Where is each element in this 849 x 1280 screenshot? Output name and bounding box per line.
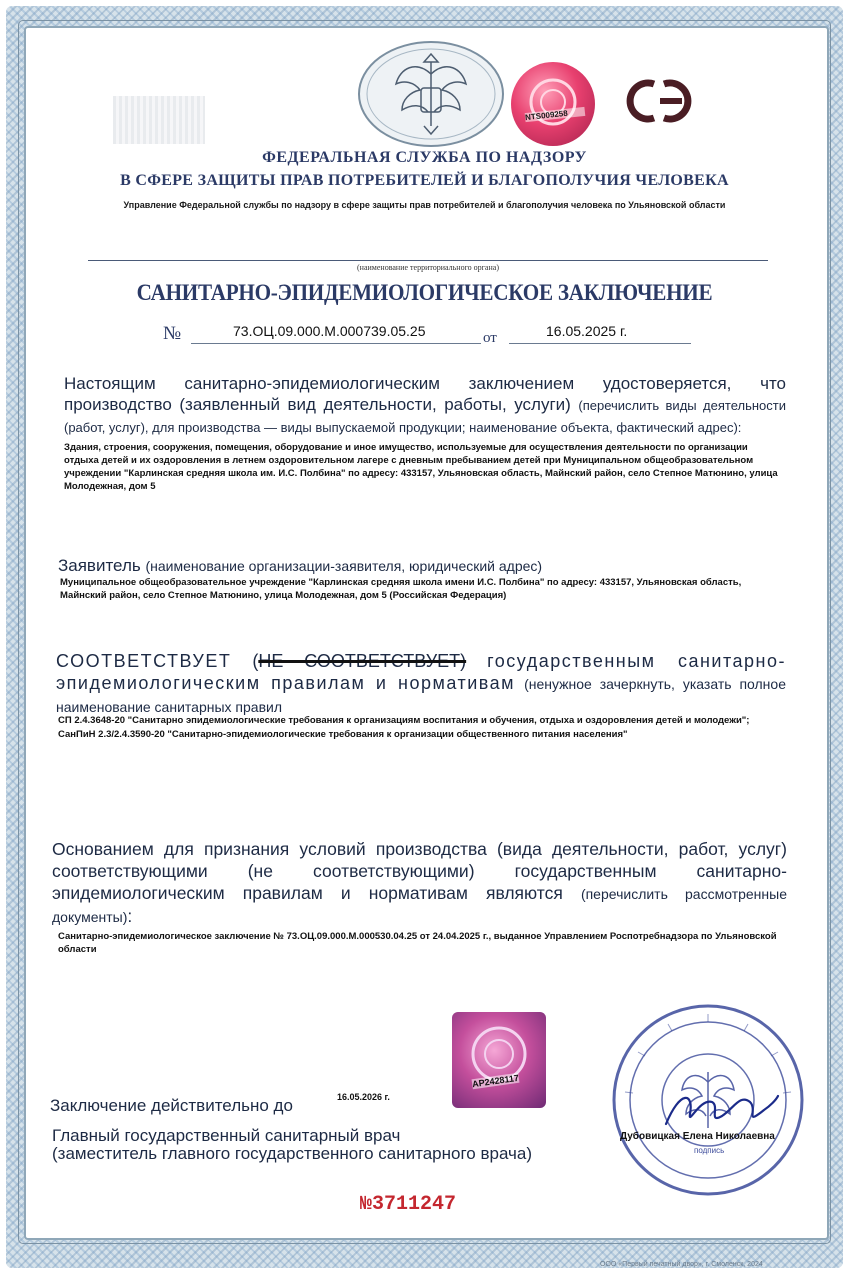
basis-lead-text: Основанием для признания условий производства (вида деятельности, работ, услуг) соответствующими (не соответствующими) государственным санитарно-эпидемиологическим правилам и нормативам являются — [52, 839, 787, 903]
territorial-body: Управление Федеральной службы по надзору в сфере защиты прав потребителей и благополучия человека по Ульяновской области — [123, 200, 726, 210]
faded-code-stamp — [113, 96, 205, 144]
conformity-rest: государственным санитарно-эпидемиологическим правилам и нормативам — [56, 651, 786, 693]
basis-lead — [52, 838, 787, 928]
se-logo-icon — [620, 76, 698, 126]
applicant-label: Заявитель — [58, 556, 141, 575]
hologram-sticker — [511, 62, 595, 146]
not-complies-struck: НЕ СООТВЕТСТВУЕТ) — [258, 651, 467, 671]
hologram-pattern-icon — [452, 1012, 546, 1108]
validity-date: 16.05.2026 г. — [337, 1092, 390, 1102]
applicant-value: Муниципальное общеобразовательное учреждение "Карлинская средняя школа имени И.С. Полбина" по адресу: 433157, Ульяновская область, Майнский район, село Степное Матюнино, улица Молодежная, дом 5 (Российская Федерация) — [60, 577, 742, 601]
production-value: Здания, строения, сооружения, помещения, оборудование и иное имущество, используемые для осуществления деятельности по организации отдыха детей и их оздоровления в летнем оздоровительном лагере с дневным пребыванием детей при Муниципальном общеобразовательном учреждении "Карлинская средняя школа им. И.С. Полбина" по адресу: 433157, Ульяновская область, Майнский район, село Степное Матюнино, улица Молодежная, дом 5 — [64, 442, 778, 492]
printer-imprint: ООО «Первый печатный двор», г. Смоленск, 2024 — [600, 1261, 763, 1268]
basis-hint: (перечислить рассмотренные документы) — [52, 886, 787, 925]
rule-2: СанПиН 2.3/2.4.3590-20 "Санитарно-эпидемиологические требования к организации общественного питания населения" — [58, 729, 628, 740]
signatory-name: Дубовицкая Елена Николаевна — [620, 1131, 775, 1142]
document-title: САНИТАРНО-ЭПИДЕМИОЛОГИЧЕСКОЕ ЗАКЛЮЧЕНИЕ — [136, 280, 713, 305]
validity-label: Заключение действительно до — [50, 1096, 293, 1115]
hologram-code: NTS009258 — [525, 107, 586, 122]
agency-title-line2: В СФЕРЕ ЗАЩИТЫ ПРАВ ПОТРЕБИТЕЛЕЙ И БЛАГОПОЛУЧИЯ ЧЕЛОВЕКА — [120, 172, 729, 189]
applicant-lead — [58, 555, 778, 577]
bottom-hologram — [452, 1012, 546, 1108]
basis-colon: : — [127, 906, 133, 926]
signature-caption: подпись — [694, 1146, 725, 1155]
territorial-caption: (наименование территориального органа) — [357, 263, 499, 272]
open-paren: ( — [252, 651, 259, 671]
conformity-block — [56, 650, 786, 718]
rule-1: СП 2.4.3648-20 "Санитарно эпидемиологические требования к организациям воспитания и обучения, отдыха и оздоровления детей и молодежи"; — [58, 715, 750, 726]
document-number: 73.ОЦ.09.000.М.000739.05.25 — [233, 323, 426, 339]
complies-word: СООТВЕТСТВУЕТ — [56, 651, 232, 671]
number-underline — [191, 343, 481, 344]
form-serial-number: №3711247 — [360, 1193, 457, 1216]
signatory-line2: (заместитель главного государственного санитарного врача) — [52, 1144, 532, 1163]
applicant-hint: (наименование организации-заявителя, юридический адрес) — [145, 558, 543, 574]
signatory-line1: Главный государственный санитарный врач — [52, 1126, 401, 1145]
production-lead — [64, 373, 786, 438]
number-sign: № — [163, 323, 182, 344]
document-date: 16.05.2025 г. — [546, 323, 628, 339]
coat-of-arms-emblem — [358, 40, 504, 148]
production-hint: (перечислить виды деятельности (работ, услуг), для производства — виды выпускаемой продукции; наименование объекта, фактический адрес): — [64, 398, 786, 435]
agency-title-line1: ФЕДЕРАЛЬНАЯ СЛУЖБА ПО НАДЗОРУ — [262, 149, 587, 166]
basis-value: Санитарно-эпидемиологическое заключение № 73.ОЦ.09.000.М.000530.04.25 от 24.04.2025 г., выданное Управлением Роспотребнадзора по Ульяновской области — [58, 931, 777, 955]
production-lead-text: Настоящим санитарно-эпидемиологическим заключением удостоверяется, что производство (заявленный вид деятельности, работы, услуги) — [64, 374, 786, 414]
number-row — [163, 322, 723, 346]
date-underline — [509, 343, 691, 344]
conformity-hint: (ненужное зачеркнуть, указать полное наименование санитарных правил — [56, 676, 786, 715]
hologram-pattern-icon — [511, 62, 595, 146]
territorial-underline — [88, 260, 768, 261]
bottom-hologram-code: AP2428117 — [471, 1072, 520, 1090]
date-label: от — [483, 330, 497, 346]
